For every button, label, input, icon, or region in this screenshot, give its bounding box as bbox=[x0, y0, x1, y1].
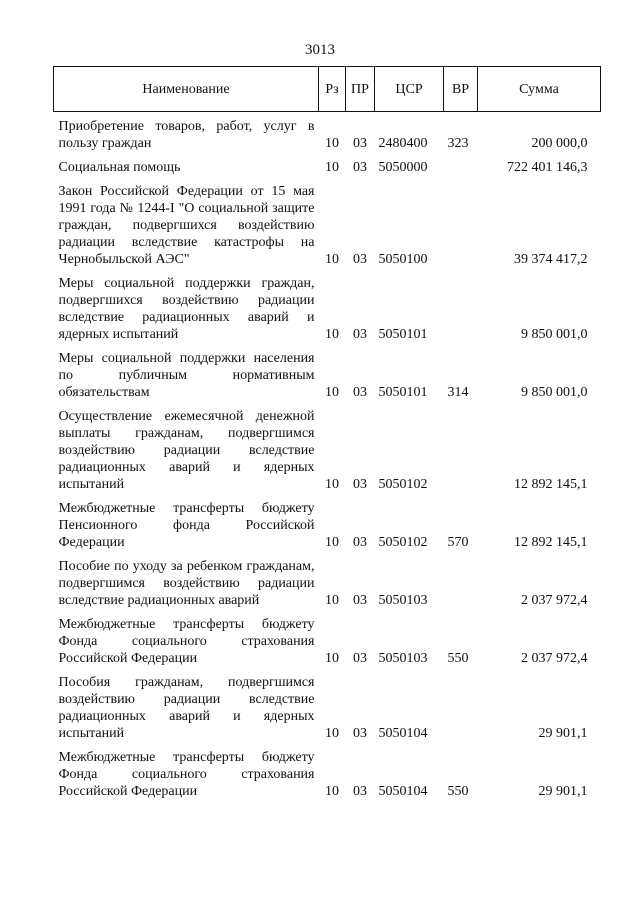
row-csr: 5050104 bbox=[378, 784, 428, 799]
row-rz: 10 bbox=[325, 327, 339, 342]
row-sum: 2 037 972,4 bbox=[521, 593, 588, 608]
row-pr: 03 bbox=[353, 651, 367, 666]
row-csr: 5050103 bbox=[378, 651, 428, 666]
table-row bbox=[54, 177, 601, 269]
row-sum: 9 850 001,0 bbox=[521, 327, 588, 342]
table-row bbox=[54, 743, 601, 801]
row-csr: 5050102 bbox=[378, 535, 428, 550]
header-csr: ЦСР bbox=[375, 67, 444, 112]
table-row bbox=[54, 402, 601, 494]
row-vr bbox=[444, 269, 478, 344]
row-name: Осуществление ежемесячной денежной выплаты гражданам, подвергшимся воздействию радиации вследствие радиационных аварий и ядерных испытаний bbox=[58, 409, 315, 492]
row-vr: 570 bbox=[447, 535, 469, 550]
row-csr: 5050101 bbox=[378, 327, 428, 342]
row-rz: 10 bbox=[325, 252, 339, 267]
row-pr: 03 bbox=[353, 726, 367, 741]
row-sum: 12 892 145,1 bbox=[514, 535, 588, 550]
row-rz: 10 bbox=[325, 651, 339, 666]
table-header bbox=[54, 67, 601, 112]
row-sum: 200 000,0 bbox=[531, 136, 588, 151]
row-name: Меры социальной поддержки граждан, подвергшихся воздействию радиации вследствие радиационных аварий и ядерных испытаний bbox=[58, 276, 315, 342]
row-name: Пособия гражданам, подвергшимся воздействию радиации вследствие радиационных аварий и ядерных испытаний bbox=[58, 675, 315, 741]
row-pr: 03 bbox=[353, 385, 367, 400]
row-csr: 5050000 bbox=[378, 160, 428, 175]
row-pr: 03 bbox=[353, 535, 367, 550]
row-sum: 29 901,1 bbox=[538, 726, 588, 741]
row-name: Закон Российской Федерации от 15 мая 1991 года № 1244-I "О социальной защите граждан, подвергшихся воздействию радиации вследствие катастрофы на Чернобыльской АЭС" bbox=[58, 184, 315, 267]
row-pr: 03 bbox=[353, 252, 367, 267]
row-vr: 550 bbox=[447, 784, 469, 799]
row-vr bbox=[444, 668, 478, 743]
row-pr: 03 bbox=[353, 327, 367, 342]
row-rz: 10 bbox=[325, 784, 339, 799]
row-pr: 03 bbox=[353, 477, 367, 492]
row-rz: 10 bbox=[325, 160, 339, 175]
row-name: Пособие по уходу за ребенком гражданам, подвергшимся воздействию радиации вследствие радиационных аварий bbox=[58, 559, 315, 608]
table-row bbox=[54, 668, 601, 743]
row-pr: 03 bbox=[353, 784, 367, 799]
row-name: Меры социальной поддержки населения по публичным нормативным обязательствам bbox=[58, 351, 315, 400]
row-rz: 10 bbox=[325, 593, 339, 608]
table-row bbox=[54, 269, 601, 344]
row-vr bbox=[444, 552, 478, 610]
row-rz: 10 bbox=[325, 535, 339, 550]
row-rz: 10 bbox=[325, 385, 339, 400]
row-csr: 5050102 bbox=[378, 477, 428, 492]
row-name: Межбюджетные трансферты бюджету Пенсионного фонда Российской Федерации bbox=[58, 501, 315, 550]
header-pr: ПР bbox=[346, 67, 375, 112]
page-number: 3013 bbox=[305, 42, 335, 58]
row-pr: 03 bbox=[353, 160, 367, 175]
row-rz: 10 bbox=[325, 726, 339, 741]
header-rz: Рз bbox=[319, 67, 346, 112]
row-pr: 03 bbox=[353, 593, 367, 608]
row-sum: 722 401 146,3 bbox=[507, 160, 588, 175]
row-csr: 5050101 bbox=[378, 385, 428, 400]
header-sum: Сумма bbox=[478, 67, 601, 112]
row-csr: 5050100 bbox=[378, 252, 428, 267]
row-sum: 9 850 001,0 bbox=[521, 385, 588, 400]
row-name: Социальная помощь bbox=[58, 160, 181, 175]
header-row bbox=[54, 67, 601, 112]
table-row bbox=[54, 344, 601, 402]
table-row bbox=[54, 552, 601, 610]
row-sum: 12 892 145,1 bbox=[514, 477, 588, 492]
row-vr bbox=[444, 177, 478, 269]
table-row bbox=[54, 153, 601, 177]
row-vr bbox=[444, 153, 478, 177]
row-name: Межбюджетные трансферты бюджету Фонда социального страхования Российской Федерации bbox=[58, 617, 315, 666]
row-csr: 2480400 bbox=[378, 136, 428, 151]
table-row bbox=[54, 112, 601, 154]
row-vr: 314 bbox=[447, 385, 469, 400]
row-rz: 10 bbox=[325, 136, 339, 151]
table-body bbox=[54, 112, 601, 802]
row-csr: 5050103 bbox=[378, 593, 428, 608]
row-vr: 323 bbox=[447, 136, 469, 151]
row-pr: 03 bbox=[353, 136, 367, 151]
row-name: Межбюджетные трансферты бюджету Фонда социального страхования Российской Федерации bbox=[58, 750, 315, 799]
row-sum: 2 037 972,4 bbox=[521, 651, 588, 666]
row-name: Приобретение товаров, работ, услуг в пользу граждан bbox=[58, 119, 315, 151]
row-sum: 39 374 417,2 bbox=[514, 252, 588, 267]
row-vr: 550 bbox=[447, 651, 469, 666]
table-row bbox=[54, 610, 601, 668]
row-rz: 10 bbox=[325, 477, 339, 492]
row-vr bbox=[444, 402, 478, 494]
header-name: Наименование bbox=[54, 67, 319, 112]
header-vr: ВР bbox=[444, 67, 478, 112]
row-csr: 5050104 bbox=[378, 726, 428, 741]
table-row bbox=[54, 494, 601, 552]
row-sum: 29 901,1 bbox=[538, 784, 588, 799]
budget-table bbox=[53, 66, 601, 801]
